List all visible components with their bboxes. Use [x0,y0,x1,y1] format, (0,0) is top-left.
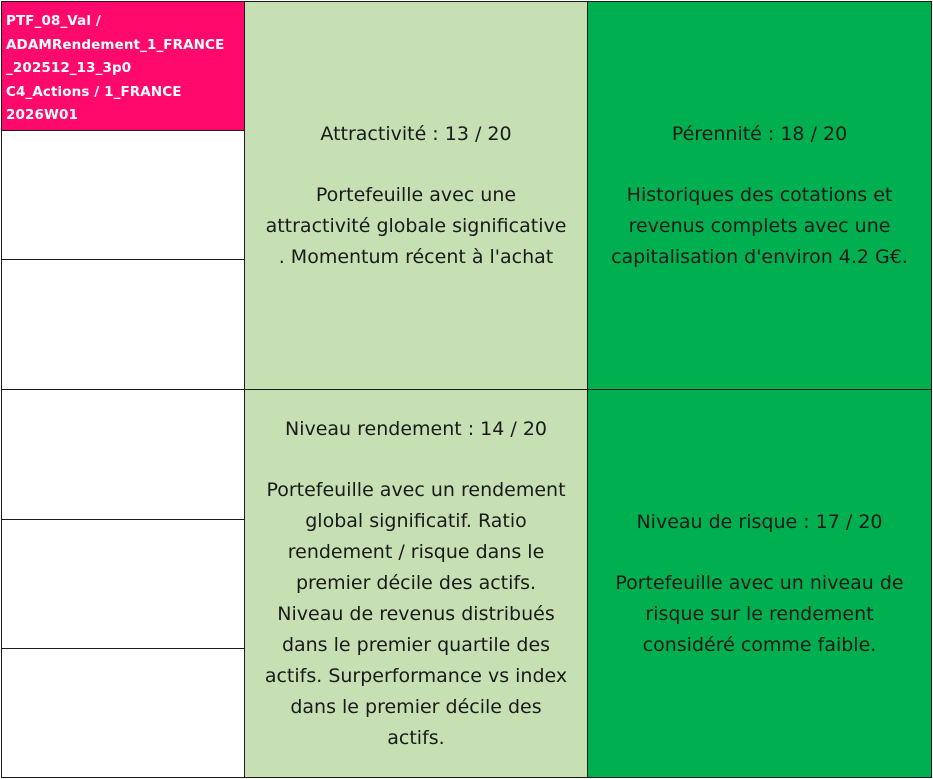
rendement-description-line: Portefeuille avec un rendement [266,478,566,501]
portfolio-header-line: ADAMRendement_1_FRANCE [6,36,225,53]
risque-description-line: risque sur le rendement [645,602,874,625]
attractivite-description-line: Portefeuille avec une [315,183,517,206]
perennite-title: Pérennité : 18 / 20 [671,122,848,145]
rendement-description-line: global significatif. Ratio [305,509,527,532]
empty-cell [1,519,245,649]
rendement-description-line: actifs. Surperformance vs index [264,664,568,687]
rendement-description-line: rendement / risque dans le [287,540,545,563]
perennite-description-line: capitalisation d'environ 4.2 G€. [611,245,908,268]
empty-cell [1,259,245,390]
rendement-description-line: dans le premier quartile des [281,633,551,656]
risque-description-line: Portefeuille avec un niveau de [615,571,904,594]
portfolio-header-cell [1,1,245,131]
rendement-description-line: premier décile des actifs. [295,571,537,594]
attractivite-score-cell [244,1,588,390]
perennite-score-cell [587,1,932,390]
portfolio-header-line: _202512_13_3p0 [6,60,132,76]
portfolio-header-line: C4_Actions / 1_FRANCE [6,83,182,100]
empty-cell [1,130,245,260]
rendement-title: Niveau rendement : 14 / 20 [284,417,548,440]
attractivite-description-line: . Momentum récent à l'achat [278,245,554,268]
portfolio-header-line: 2026W01 [6,107,78,123]
portfolio-header-line: PTF_08_Val / [6,13,101,29]
rendement-description-line: dans le premier décile des [290,695,542,718]
attractivite-title: Attractivité : 13 / 20 [320,122,512,145]
risque-description-line: considéré comme faible. [642,633,877,656]
rendement-description-line: actifs. [387,726,445,749]
empty-cell [1,389,245,520]
risque-score-cell [587,389,932,778]
perennite-description-line: Historiques des cotations et [626,183,893,206]
risque-title: Niveau de risque : 17 / 20 [636,510,883,533]
attractivite-description-line: attractivité globale significative [265,214,567,237]
empty-cell [1,648,245,778]
perennite-description-line: revenus complets avec une [628,214,891,237]
rendement-score-cell [244,389,588,778]
rendement-description-line: Niveau de revenus distribués [277,602,555,625]
